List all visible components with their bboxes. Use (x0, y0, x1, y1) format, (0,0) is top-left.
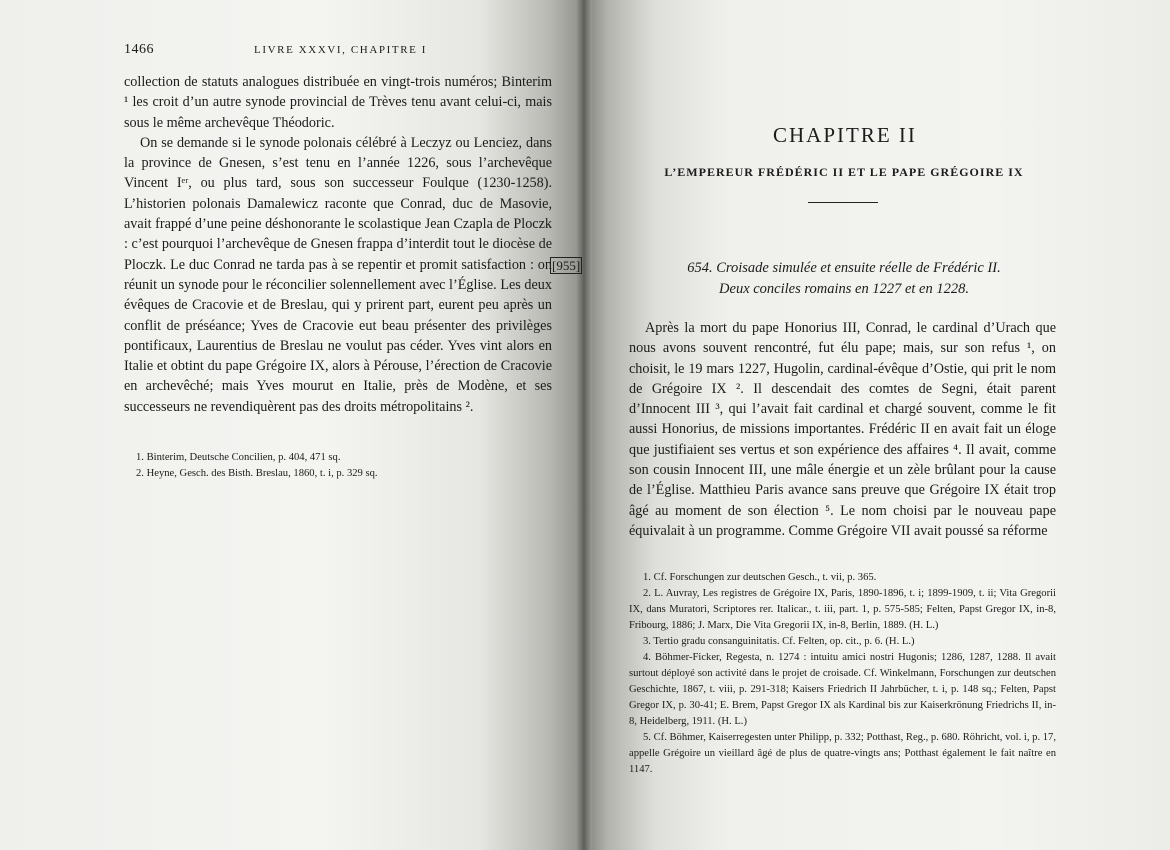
section-title-line-1: 654. Croisade simulée et ensuite réelle de Frédéric II. (687, 260, 1001, 276)
section-title-line-2: Deux conciles romains en 1227 et en 1228. (719, 281, 969, 297)
footnote: 3. Tertio gradu consanguinitatis. Cf. Felten, op. cit., p. 6. (H. L.) (643, 636, 915, 647)
left-body-text (124, 72, 552, 417)
right-paragraph: Après la mort du pape Honorius III, Conrad, le cardinal d’Urach que nous avons souvent rencontré, fut élu pape; mais, sur son refus ¹, on choisit, le 19 mars 1227, Hugolin, cardinal-évêque d’Ostie, qui prit le nom de Grégoire IX ². Il descendait des comtes de Segni, était parent d’Innocent III ³, qui l’avait fait cardinal et chargé souvent, comme le fit aussi Honorius, de missions importantes. Frédéric II en avait fait un éloge que justifiaient ses vertus et son expérience des affaires ⁴. Il avait, comme son cousin Innocent III, une mâle énergie et un zèle brûlant pour la cause de l’Église. Matthieu Paris avance sans preuve que Grégoire IX était trop âgé au moment de son élection ⁵. Le nom choisi par le nouveau pape équivalait à un programme. Comme Grégoire VII avait poussé sa réforme (629, 320, 1056, 539)
left-page (0, 0, 584, 850)
footnote: 4. Böhmer-Ficker, Regesta, n. 1274 : intuitu amici nostri Hugonis; 1286, 1287, 1288. Il avait surtout déployé son activité dans le projet de croisade. Cf. Winkelmann, Forschungen zur deutschen Geschichte, 1867, t. viii, p. 291-318; Kaisers Friedrich II Jahrbücher, t. i, p. 148 sq.; Felten, Papst Gregor IX, p. 30-41; E. Brem, Papst Gregor IX als Kardinal bis zur Kaiserkrönung Friedrichs II, in-8, Heidelberg, 1911. (H. L.) (629, 652, 1056, 727)
right-footnotes (629, 570, 1056, 778)
footnote: 1. Cf. Forschungen zur deutschen Gesch., t. vii, p. 365. (643, 572, 877, 583)
running-head-title: LIVRE XXXVI, CHAPITRE I (254, 44, 428, 56)
footnote: 5. Cf. Böhmer, Kaiserregesten unter Philipp, p. 332; Potthast, Reg., p. 680. Röhricht, vol. i, p. 17, appelle Grégoire un vieillard âgé de plus de quatre-vingts ans; Potthast également le fait naître en 1147. (629, 732, 1056, 775)
footnote: 2. L. Auvray, Les registres de Grégoire IX, Paris, 1890-1896, t. i; 1899-1909, t. ii; Vita Gregorii IX, dans Muratori, Scriptores rer. Italicar., t. iii, part. 1, p. 575-585; Felten, Papst Gregor IX, in-8, Fribourg, 1886; J. Marx, Die Vita Gregorii IX, in-8, Berlin, 1889. (H. L.) (629, 588, 1056, 631)
footnote: 2. Heyne, Gesch. des Bisth. Breslau, 1860, t. i, p. 329 sq. (136, 468, 378, 479)
left-footnotes (124, 450, 552, 482)
chapter-subtitle: L’EMPEREUR FRÉDÉRIC II ET LE PAPE GRÉGOIRE IX (664, 165, 1024, 179)
section-title (633, 258, 1055, 300)
left-paragraph-2: On se demande si le synode polonais célébré à Leczyz ou Lenciez, dans la province de Gnesen, s’est tenu en l’année 1226, sous l’archevêque Vincent Iᵉʳ, ou plus tard, sous son successeur Foulque (1230-1258). L’historien polonais Damalewicz raconte que Conrad, duc de Masovie, avait frappé d’une peine déshonorante le scolastique Jean Czapla de Ploczk : c’est pourquoi l’archevêque de Gnesen frappa d’interdit tout le diocèse de Ploczk. Le duc Conrad ne tarda pas à se repentir et promit satisfaction : on réunit un synode pour le réconcilier solennellement avec l’Église. Les deux évêques de Cracovie et de Breslau, qui y prirent part, eurent peu après un conflit de préséance; Yves de Cracovie eut beau présenter des privilèges pontificaux, Laurentius de Breslau ne voulut pas céder. Yves vint alors en Italie et obtint du pape Grégoire IX, alors à Pérouse, l’érection de Cracovie en archevêché; mais Yves mourut en Italie, près de Modène, et ses successeurs ne revendiquèrent pas des droits métropolitains ². (124, 134, 552, 415)
margin-page-reference: [955] (552, 258, 581, 273)
footnote: 1. Binterim, Deutsche Concilien, p. 404, 471 sq. (136, 452, 341, 463)
page-number: 1466 (124, 42, 154, 57)
right-body-text (629, 318, 1056, 541)
running-head (124, 42, 552, 62)
left-paragraph-1: collection de statuts analogues distribuée en vingt-trois numéros; Binterim ¹ les croit d’un autre synode provincial de Trèves tenu avant celui-ci, mais sous le même archevêque Théodoric. (124, 74, 552, 131)
chapter-divider (808, 202, 878, 203)
book-gutter (576, 0, 592, 850)
chapter-title: CHAPITRE II (773, 123, 917, 147)
